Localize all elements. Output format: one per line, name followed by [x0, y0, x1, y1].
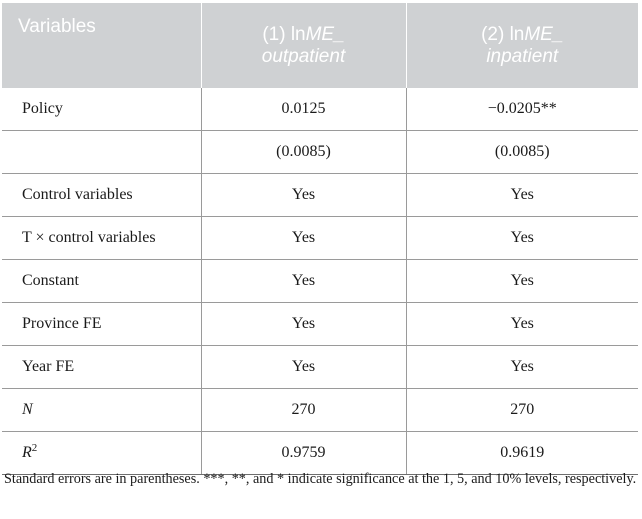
- header-inpatient-sub: inpatient: [486, 45, 559, 67]
- cell-outpatient: Yes: [201, 260, 406, 303]
- header-outpatient: [201, 3, 406, 88]
- cell-inpatient: −0.0205**: [406, 88, 638, 131]
- cell-inpatient: Yes: [406, 217, 638, 260]
- header-variables: Variables: [2, 3, 201, 88]
- row-label: N: [2, 389, 201, 432]
- header-outpatient-me: ME_: [305, 23, 345, 45]
- cell-inpatient: Yes: [406, 303, 638, 346]
- header-outpatient-prefix: (1) ln: [262, 23, 306, 45]
- cell-outpatient: Yes: [201, 174, 406, 217]
- row-label: Control variables: [2, 174, 201, 217]
- cell-outpatient: (0.0085): [201, 131, 406, 174]
- cell-outpatient: Yes: [201, 217, 406, 260]
- table-row: [2, 174, 638, 217]
- results-table: [2, 3, 638, 475]
- cell-outpatient: 0.9759: [201, 432, 406, 475]
- regression-table: [2, 3, 638, 475]
- row-label: Province FE: [2, 303, 201, 346]
- cell-inpatient: Yes: [406, 174, 638, 217]
- row-label: Policy: [2, 88, 201, 131]
- cell-outpatient: 0.0125: [201, 88, 406, 131]
- cell-inpatient: (0.0085): [406, 131, 638, 174]
- cell-outpatient: Yes: [201, 303, 406, 346]
- table-footnote: Standard errors are in parentheses. ***, **, and * indicate significance at the 1, 5, and 10% levels, respectively.: [4, 471, 637, 487]
- header-row: [2, 3, 638, 88]
- table-row: [2, 303, 638, 346]
- table-row: [2, 389, 638, 432]
- table-row: [2, 260, 638, 303]
- cell-inpatient: 270: [406, 389, 638, 432]
- cell-inpatient: Yes: [406, 260, 638, 303]
- table-row: [2, 217, 638, 260]
- cell-outpatient: Yes: [201, 346, 406, 389]
- header-inpatient-me: ME_: [524, 23, 564, 45]
- header-inpatient: [406, 3, 638, 88]
- row-label: [2, 131, 201, 174]
- r-squared-base: R: [22, 444, 32, 461]
- row-label: T × control variables: [2, 217, 201, 260]
- row-label: Year FE: [2, 346, 201, 389]
- cell-outpatient: 270: [201, 389, 406, 432]
- header-inpatient-prefix: (2) ln: [481, 23, 525, 45]
- r-squared-exponent: 2: [31, 442, 38, 454]
- table-row: [2, 131, 638, 174]
- table-row: [2, 88, 638, 131]
- row-label: Constant: [2, 260, 201, 303]
- cell-inpatient: 0.9619: [406, 432, 638, 475]
- cell-inpatient: Yes: [406, 346, 638, 389]
- table-row: [2, 346, 638, 389]
- header-outpatient-sub: outpatient: [261, 45, 346, 67]
